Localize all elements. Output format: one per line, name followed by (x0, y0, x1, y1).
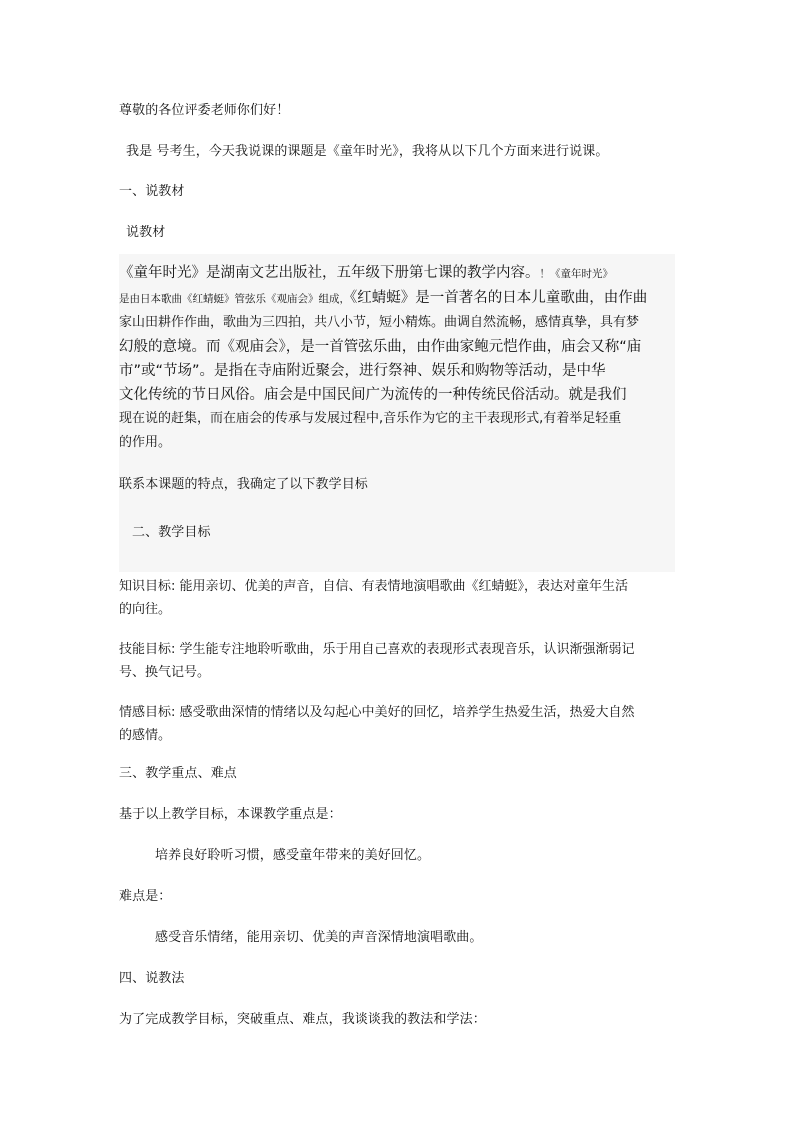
textbook-line-1: 《童年时光》是湖南文艺出版社，五年级下册第七课的教学内容。！《童年时光》 (119, 265, 613, 281)
textbook-line-8: 的作用。 (119, 435, 172, 450)
intro-text: 我是 号考生，今天我说课的课题是《童年时光》，我将从以下几个方面来进行说课。 (126, 144, 609, 159)
subheading-textbook: 说教材 (126, 225, 166, 240)
goal-skill: 技能目标: 学生能专注地聆听歌曲，乐于用自己喜欢的表现形式表现音乐，认识渐强渐弱记 号、换气记号。 (119, 642, 635, 680)
section-heading-goals: 二、教学目标 (132, 525, 211, 540)
goal-knowledge: 知识目标: 能用亲切、优美的声音，自信、有表情地演唱歌曲《红蜻蜓》，表达对童年生活 的向往。 (119, 579, 629, 617)
link-text: 联系本课题的特点，我确定了以下教学目标 (119, 477, 368, 492)
method-intro: 为了完成教学目标，突破重点、难点，我谈谈我的教法和学法： (119, 1012, 486, 1027)
key-point: 培养良好聆听习惯，感受童年带来的美好回忆。 (155, 848, 431, 863)
textbook-paragraph (119, 261, 675, 455)
textbook-line-3: 家山田耕作作曲，歌曲为三四拍，共八小节，短小精炼。曲调自然流畅，感情真挚，具有梦 (119, 315, 640, 330)
textbook-line-2: 是由日本歌曲《红蜻蜓》管弦乐《观庙会》组成，《红蜻蜓》是一首著名的日本儿童歌曲，由作曲 (119, 290, 648, 306)
textbook-line-5: 市”或“节场”。是指在寺庙附近聚会，进行祭神、娱乐和购物等活动，是中华 (119, 363, 606, 379)
goal-emotion: 情感目标: 感受歌曲深情的情绪以及勾起心中美好的回忆，培养学生热爱生活，热爱大自然 的感情。 (119, 705, 635, 743)
section-heading-methods: 四、说教法 (119, 971, 185, 986)
greeting: 尊敬的各位评委老师你们好！ (119, 103, 290, 118)
textbook-line-6: 文化传统的节日风俗。庙会是中国民间广为流传的一种传统民俗活动。就是我们 (119, 387, 627, 403)
section-heading-textbook: 一、说教材 (119, 184, 185, 199)
textbook-line-4: 幻般的意境。而《观庙会》，是一首管弦乐曲，由作曲家鲍元恺作曲，庙会又称“庙 (119, 339, 642, 355)
difficulty-text: 感受音乐情绪，能用亲切、优美的声音深情地演唱歌曲。 (155, 930, 483, 945)
key-intro: 基于以上教学目标，本课教学重点是： (119, 807, 342, 822)
difficulty-label: 难点是： (119, 889, 172, 904)
section-heading-key-points: 三、教学重点、难点 (119, 766, 237, 781)
textbook-line-7: 现在说的赶集，而在庙会的传承与发展过程中,音乐作为它的主干表现形式,有着举足轻重 (119, 411, 622, 426)
